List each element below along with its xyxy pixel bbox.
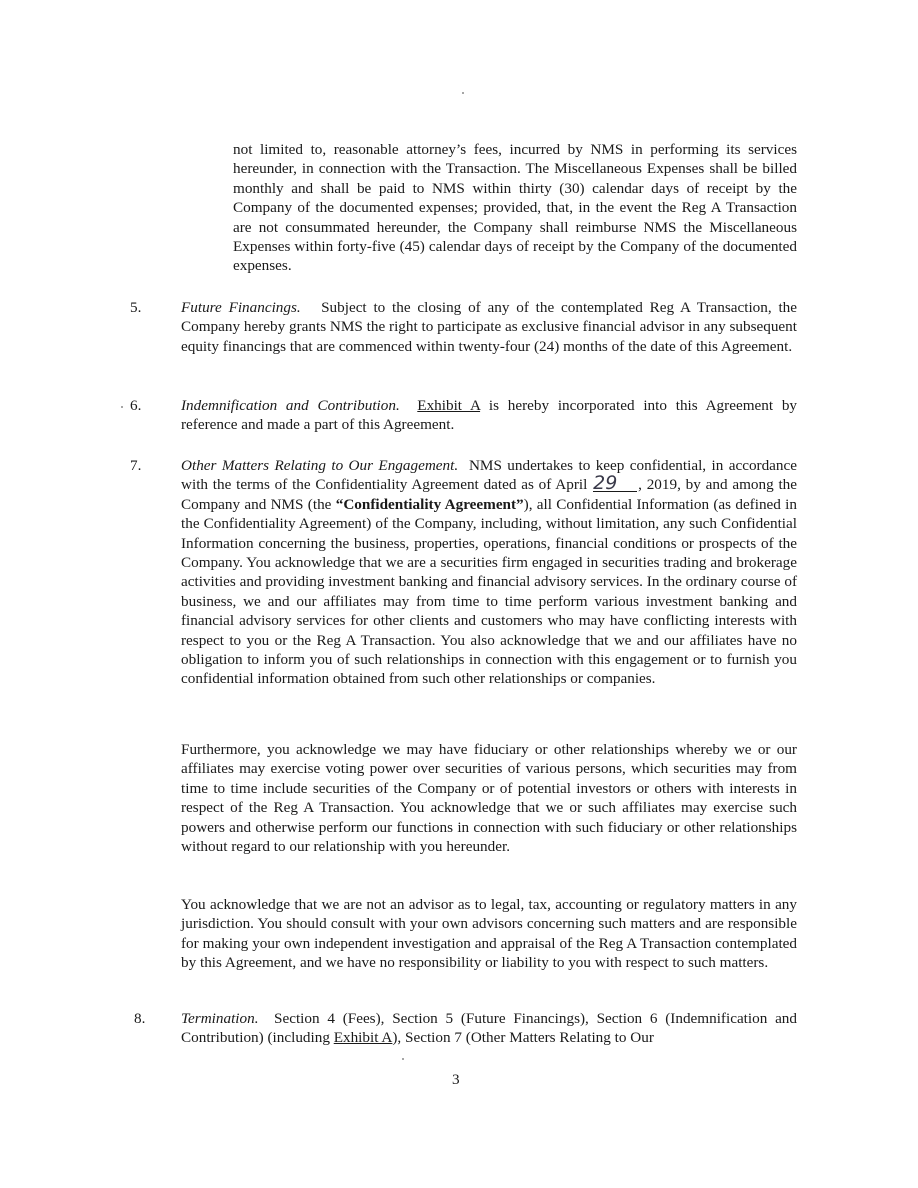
section-8-number: 8. [134, 1010, 146, 1027]
section-6-number: 6. [130, 397, 142, 414]
section-5-heading: Future Financings. [181, 299, 301, 316]
exhibit-a-link[interactable]: Exhibit A [417, 397, 481, 414]
section-8-text-b: ), Section 7 (Other Matters Relating to Our [392, 1029, 654, 1047]
section-7-paragraph-2: Furthermore, you acknowledge we may have fiduciary or other relationships whereby we or our affiliates may exercise voting power over securities of various persons, which securities may from time to time include securities of the Company or of potential investors or others with interests in respect of the Reg A Transaction. You acknowledge that we or such affiliates may exercise such powers and otherwise perform our functions in connection with such fiduciary or other relationships without regard to our relationship with you hereunder. [181, 741, 797, 856]
page-number: 3 [452, 1071, 460, 1088]
exhibit-a-link-2[interactable]: Exhibit A [333, 1029, 393, 1047]
section-7-text-a: NMS undertakes to keep confidential, in accordance with the terms of the Confidentiality Agreement dated as of April [181, 457, 797, 494]
section-7-paragraph-1 [181, 456, 797, 689]
section-7-paragraph-3: You acknowledge that we are not an advisor as to legal, tax, accounting or regulatory matters in any jurisdiction. You should consult with your own advisors concerning such matters and are responsible for making your own independent investigation and appraisal of the Reg A Transaction contemplated by this Agreement, and we have no responsibility or liability to you with respect to such matters. [181, 896, 797, 972]
section-8-text-a: Section 4 (Fees), Section 5 (Future Financings), Section 6 (Indemnification and Contribution) (including [181, 1010, 797, 1047]
section-6-heading: Indemnification and Contribution. [181, 397, 400, 414]
section-6-text: is hereby incorporated into this Agreement by reference and made a part of this Agreement. [181, 397, 798, 434]
section-5-paragraph [181, 298, 797, 356]
continuation-paragraph: not limited to, reasonable attorney’s fees, incurred by NMS in performing its services hereunder, in connection with the Transaction. The Miscellaneous Expenses shall be billed monthly and shall be paid to NMS within thirty (30) calendar days of receipt by the Company of the documented expenses; provided, that, in the event the Reg A Transaction are not consummated hereunder, the Company shall reimburse NMS the Miscellaneous Expenses within forty-five (45) calendar days of receipt by the Company of the documented expenses. [233, 141, 797, 275]
section-7-number: 7. [130, 457, 142, 474]
section-8-paragraph [181, 1009, 797, 1048]
section-5-number: 5. [130, 299, 142, 316]
confidentiality-agreement-term: “Confidentiality Agreement” [335, 495, 524, 513]
section-7-text-c: ), all Confidential Information (as defined in the Confidentiality Agreement) of the Company, including, without limitation, any such Confidential Information concerning the business, properties, operations, financial conditions or prospects of the Company. You acknowledge that we are a securities firm engaged in securities trading and brokerage activities and providing investment banking and financial advisory services. In the ordinary course of business, we and our affiliates may from time to time perform various investment banking and financial advisory services for other clients and customers who may have conflicting interests with respect to you or the Reg A Transaction. You also acknowledge that we and our affiliates have no obligation to inform you of such relationships in connection with this engagement or to furnish you confidential information obtained from such other relationships or companies. [181, 495, 797, 688]
section-8-heading: Termination. [181, 1010, 259, 1027]
section-7-heading: Other Matters Relating to Our Engagement. [181, 457, 459, 474]
section-5-text: Subject to the closing of any of the contemplated Reg A Transaction, the Company hereby grants NMS the right to participate as exclusive financial advisor in any subsequent equity financings that are commenced within twenty-four (24) months of the date of this Agreement. [181, 299, 797, 355]
section-6-paragraph [181, 396, 797, 435]
scan-speck [121, 406, 123, 408]
scan-speck [402, 1058, 404, 1060]
scan-speck [462, 92, 464, 94]
section-7-text-b: , 2019, by and among the Company and NMS (the [181, 476, 798, 513]
handwritten-date: 29 [593, 476, 637, 492]
